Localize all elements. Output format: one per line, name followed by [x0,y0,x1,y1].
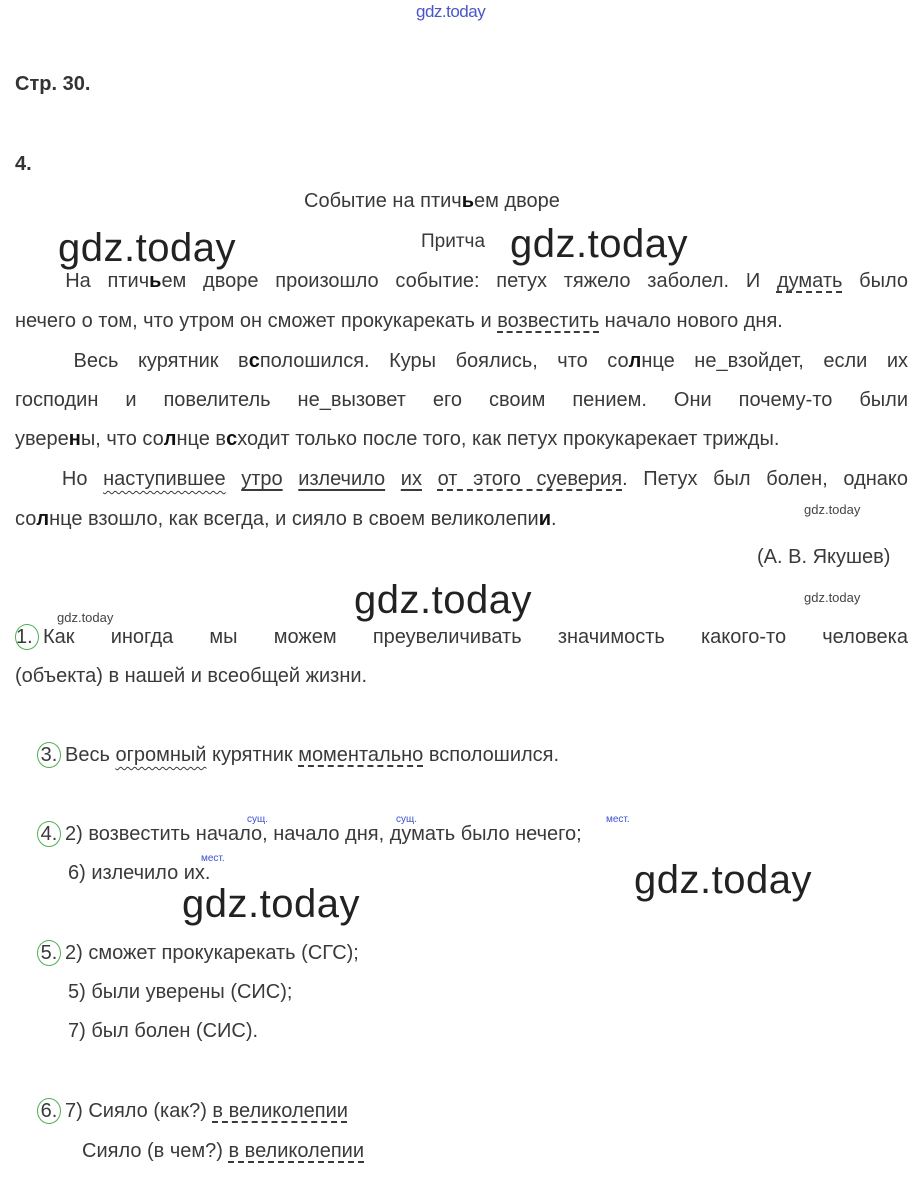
story-subtitle: Притча [421,231,486,252]
task-number: 4. [15,153,32,175]
paragraph-2-line-1: Весь курятник всполошился. Куры боялись, что солнце не_взойдет, если их [73,350,909,372]
watermark-large-3: gdz.today [354,578,532,622]
watermark-small-1: gdz.today [804,502,861,517]
watermark-large-1: gdz.today [58,226,236,270]
answer-1-line-2: (объекта) в нашей и всеобщей жизни. [15,665,368,687]
answer-4-line-2: 6) излечило их. [68,862,211,884]
annotation-noun-1: сущ. [247,814,269,825]
watermark-large-5: gdz.today [182,882,360,926]
watermark-small-2: gdz.today [804,590,861,605]
paragraph-3-line-1: Но наступившее утро излечило их от этого суеверия. Петух был болен, однако [61,468,909,490]
answer-3: 3. Весь огромный курятник моментально всполошился. [37,735,559,775]
answer-1-number: 1. [15,624,39,650]
annotation-pronoun-2: мест. [201,853,225,864]
paragraph-3-line-2: солнце взошло, как всегда, и сияло в своем великолепии. [15,508,557,530]
answer-5-line-3: 7) был болен (СИС). [68,1020,259,1042]
annotation-pronoun-1: мест. [606,814,630,825]
answer-4-number: 4. [37,821,61,847]
answer-6-line-1: 6. 7) Сияло (как?) в великолепии [37,1091,348,1131]
answer-3-number: 3. [37,742,61,768]
answer-5-number: 5. [37,940,61,966]
watermark-top: gdz.today [416,2,486,21]
answer-4-line-1: 4. 2) возвестить начало, начало дня, думать было нечего; [37,814,582,854]
story-title: Событие на птичьем дворе [304,190,560,212]
paragraph-1-line-2: нечего о том, что утром он сможет прокукарекать и возвестить начало нового дня. [15,310,783,332]
author: (А. В. Якушев) [757,546,891,568]
paragraph-2-line-2: господин и повелитель не_вызовет его своим пением. Они почему-то были [15,389,908,411]
paragraph-1-line-1: На птичьем дворе произошло событие: петух тяжело заболел. И думать было [65,270,909,292]
paragraph-2-line-3: уверены, что солнце всходит только после того, как петух прокукарекает трижды. [15,428,780,450]
watermark-small-3: gdz.today [57,610,114,625]
answer-5-line-1: 5. 2) сможет прокукарекать (СГС); [37,933,359,973]
answer-5-line-2: 5) были уверены (СИС); [68,981,293,1003]
page-reference: Стр. 30. [15,73,91,95]
answer-6-line-2: Сияло (в чем?) в великолепии [82,1140,365,1162]
answer-6-number: 6. [37,1098,61,1124]
annotation-noun-2: сущ. [396,814,418,825]
answer-1-line-1: 1. Как иногда мы можем преувеличивать значимость какого-то человека [16,626,908,648]
watermark-large-2: gdz.today [510,222,688,266]
watermark-large-4: gdz.today [634,858,812,902]
